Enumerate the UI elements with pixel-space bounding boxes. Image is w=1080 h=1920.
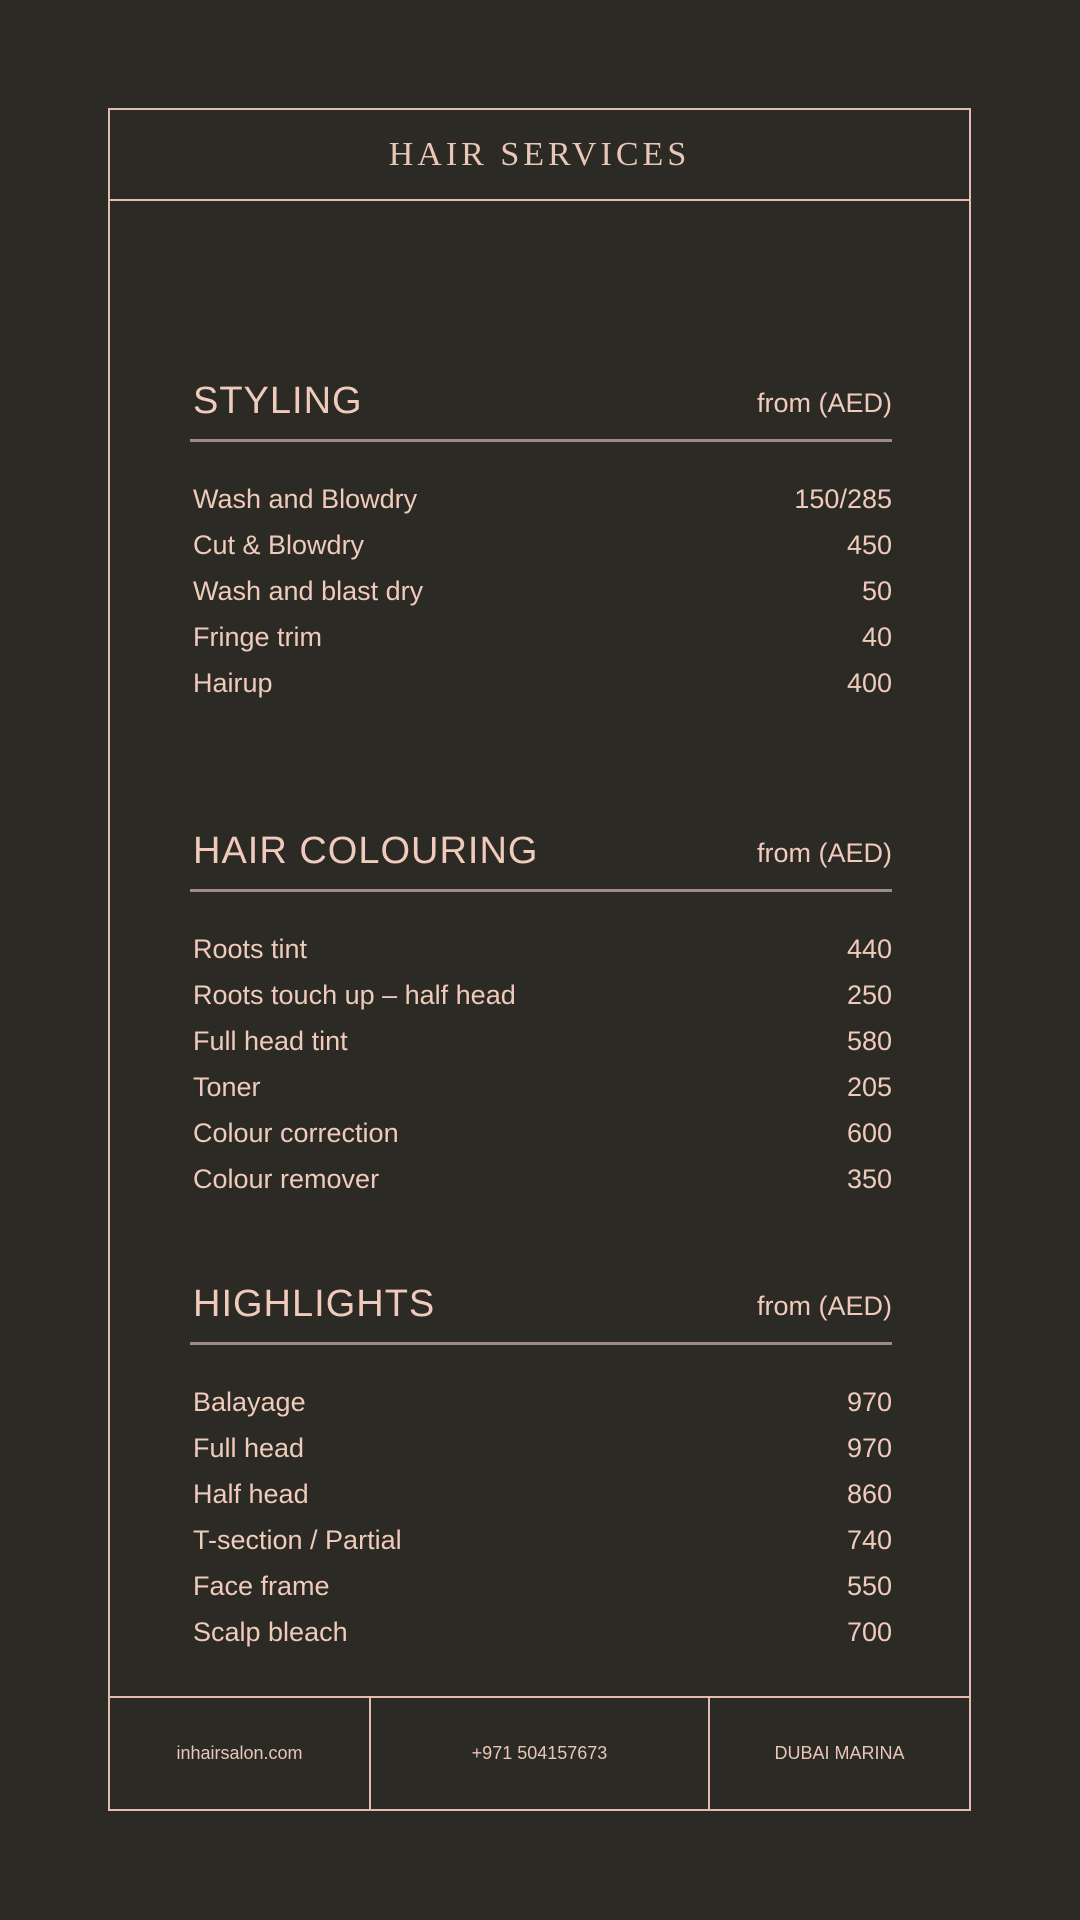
service-price: 450 [846, 530, 892, 560]
service-list [190, 934, 892, 1210]
service-name: Colour correction [193, 1118, 399, 1148]
page-title: HAIR SERVICES [388, 135, 691, 173]
service-price: 700 [846, 1617, 892, 1647]
service-item [190, 1571, 892, 1617]
service-name: Balayage [193, 1387, 306, 1417]
service-price: 440 [846, 934, 892, 964]
footer-phone-cell [371, 1698, 710, 1809]
service-item [190, 1164, 892, 1210]
service-name: Full head [193, 1433, 305, 1463]
service-item [190, 980, 892, 1026]
service-price: 970 [846, 1387, 892, 1417]
service-item [190, 1479, 892, 1525]
section-header [190, 830, 892, 892]
footer-location-cell [710, 1698, 969, 1809]
service-item [190, 668, 892, 714]
service-name: Toner [193, 1072, 261, 1102]
section-price-unit: from (AED) [757, 838, 892, 868]
section-title: HAIR COLOURING [193, 830, 539, 872]
service-price: 250 [846, 980, 892, 1010]
service-item [190, 622, 892, 668]
service-name: Full head tint [193, 1026, 348, 1056]
service-price: 400 [846, 668, 892, 698]
menu-frame [108, 108, 971, 1811]
service-name: Wash and blast dry [193, 576, 424, 606]
section-header [190, 380, 892, 442]
service-list [190, 484, 892, 714]
service-name: Fringe trim [193, 622, 323, 652]
service-name: Face frame [193, 1571, 330, 1601]
service-name: Half head [193, 1479, 309, 1509]
phone-number[interactable]: +971 504157673 [471, 1743, 608, 1763]
service-item [190, 1617, 892, 1663]
section-header [190, 1283, 892, 1345]
service-price: 205 [846, 1072, 892, 1102]
service-item [190, 576, 892, 622]
service-item [190, 934, 892, 980]
service-item [190, 1387, 892, 1433]
service-price: 600 [846, 1118, 892, 1148]
section-price-unit: from (AED) [757, 388, 892, 418]
service-name: Roots touch up – half head [193, 980, 516, 1010]
section-styling [190, 380, 892, 714]
service-price: 40 [861, 622, 892, 652]
footer [110, 1696, 969, 1809]
service-name: Wash and Blowdry [193, 484, 418, 514]
service-price: 860 [846, 1479, 892, 1509]
service-name: Hairup [193, 668, 273, 698]
service-list [190, 1387, 892, 1663]
service-price: 550 [846, 1571, 892, 1601]
service-item [190, 484, 892, 530]
service-price: 740 [846, 1525, 892, 1555]
section-highlights [190, 1283, 892, 1663]
title-bar [110, 110, 969, 201]
service-item [190, 1026, 892, 1072]
service-name: T-section / Partial [193, 1525, 402, 1555]
section-hair-colouring [190, 830, 892, 1210]
service-price: 580 [846, 1026, 892, 1056]
service-price: 150/285 [794, 484, 892, 514]
service-item [190, 1433, 892, 1479]
service-item [190, 1072, 892, 1118]
section-title: HIGHLIGHTS [193, 1283, 436, 1325]
service-price: 50 [861, 576, 892, 606]
service-name: Roots tint [193, 934, 308, 964]
service-price: 350 [846, 1164, 892, 1194]
service-item [190, 1525, 892, 1571]
service-name: Colour remover [193, 1164, 380, 1194]
service-price: 970 [846, 1433, 892, 1463]
section-price-unit: from (AED) [757, 1291, 892, 1321]
section-title: STYLING [193, 380, 363, 422]
service-item [190, 530, 892, 576]
footer-website-cell [110, 1698, 371, 1809]
website-link[interactable]: inhairsalon.com [176, 1743, 303, 1763]
service-name: Cut & Blowdry [193, 530, 365, 560]
service-name: Scalp bleach [193, 1617, 348, 1647]
service-item [190, 1118, 892, 1164]
location-text: DUBAI MARINA [774, 1743, 905, 1763]
